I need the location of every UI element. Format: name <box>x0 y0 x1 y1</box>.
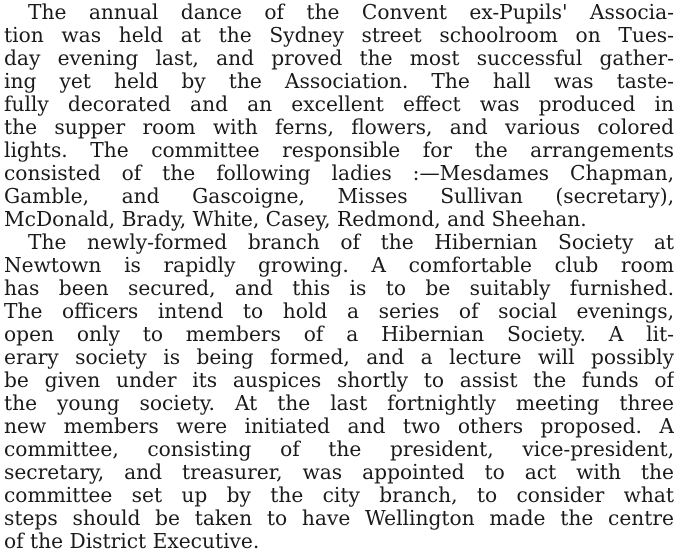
paragraph-hibernian-society <box>4 231 674 553</box>
text-line: committee set up by the city branch, to consider what <box>4 484 674 507</box>
text-line: of the District Executive. <box>4 530 260 553</box>
text-line: committee, consisting of the president, vice-president, <box>4 438 674 461</box>
text-line: tion was held at the Sydney street schoolroom on Tues- <box>4 24 674 47</box>
text-line: ing yet held by the Association. The hall was taste- <box>4 70 674 93</box>
text-line: Newtown is rapidly growing. A comfortable club room <box>4 254 674 277</box>
text-line: lights. The committee responsible for the arrangements <box>4 139 674 162</box>
text-line: be given under its auspices shortly to assist the funds of <box>4 369 674 392</box>
text-line: secretary, and treasurer, was appointed to act with the <box>4 461 674 484</box>
text-line: erary society is being formed, and a lecture will possibly <box>4 346 674 369</box>
text-line: steps should be taken to have Wellington made the centre <box>4 507 674 530</box>
text-line: the supper room with ferns, flowers, and various colored <box>4 116 674 139</box>
text-line: day evening last, and proved the most successful gather- <box>4 47 674 70</box>
text-line: McDonald, Brady, White, Casey, Redmond, and Sheehan. <box>4 208 587 231</box>
text-line: Gamble, and Gascoigne, Misses Sullivan (secretary), <box>4 185 674 208</box>
text-line: consisted of the following ladies :—Mesdames Chapman, <box>4 162 674 185</box>
paragraph-convent-dance <box>4 1 674 231</box>
newspaper-clipping <box>0 1 677 553</box>
text-line: The officers intend to hold a series of social evenings, <box>4 300 674 323</box>
text-line: new members were initiated and two others proposed. A <box>4 415 674 438</box>
text-line: The newly-formed branch of the Hibernian Society at <box>28 231 674 254</box>
text-line: the young society. At the last fortnightly meeting three <box>4 392 674 415</box>
text-line: The annual dance of the Convent ex-Pupils' Associa- <box>28 1 674 24</box>
text-line: open only to members of a Hibernian Society. A lit- <box>4 323 674 346</box>
text-line: has been secured, and this is to be suitably furnished. <box>4 277 674 300</box>
text-line: fully decorated and an excellent effect was produced in <box>4 93 674 116</box>
